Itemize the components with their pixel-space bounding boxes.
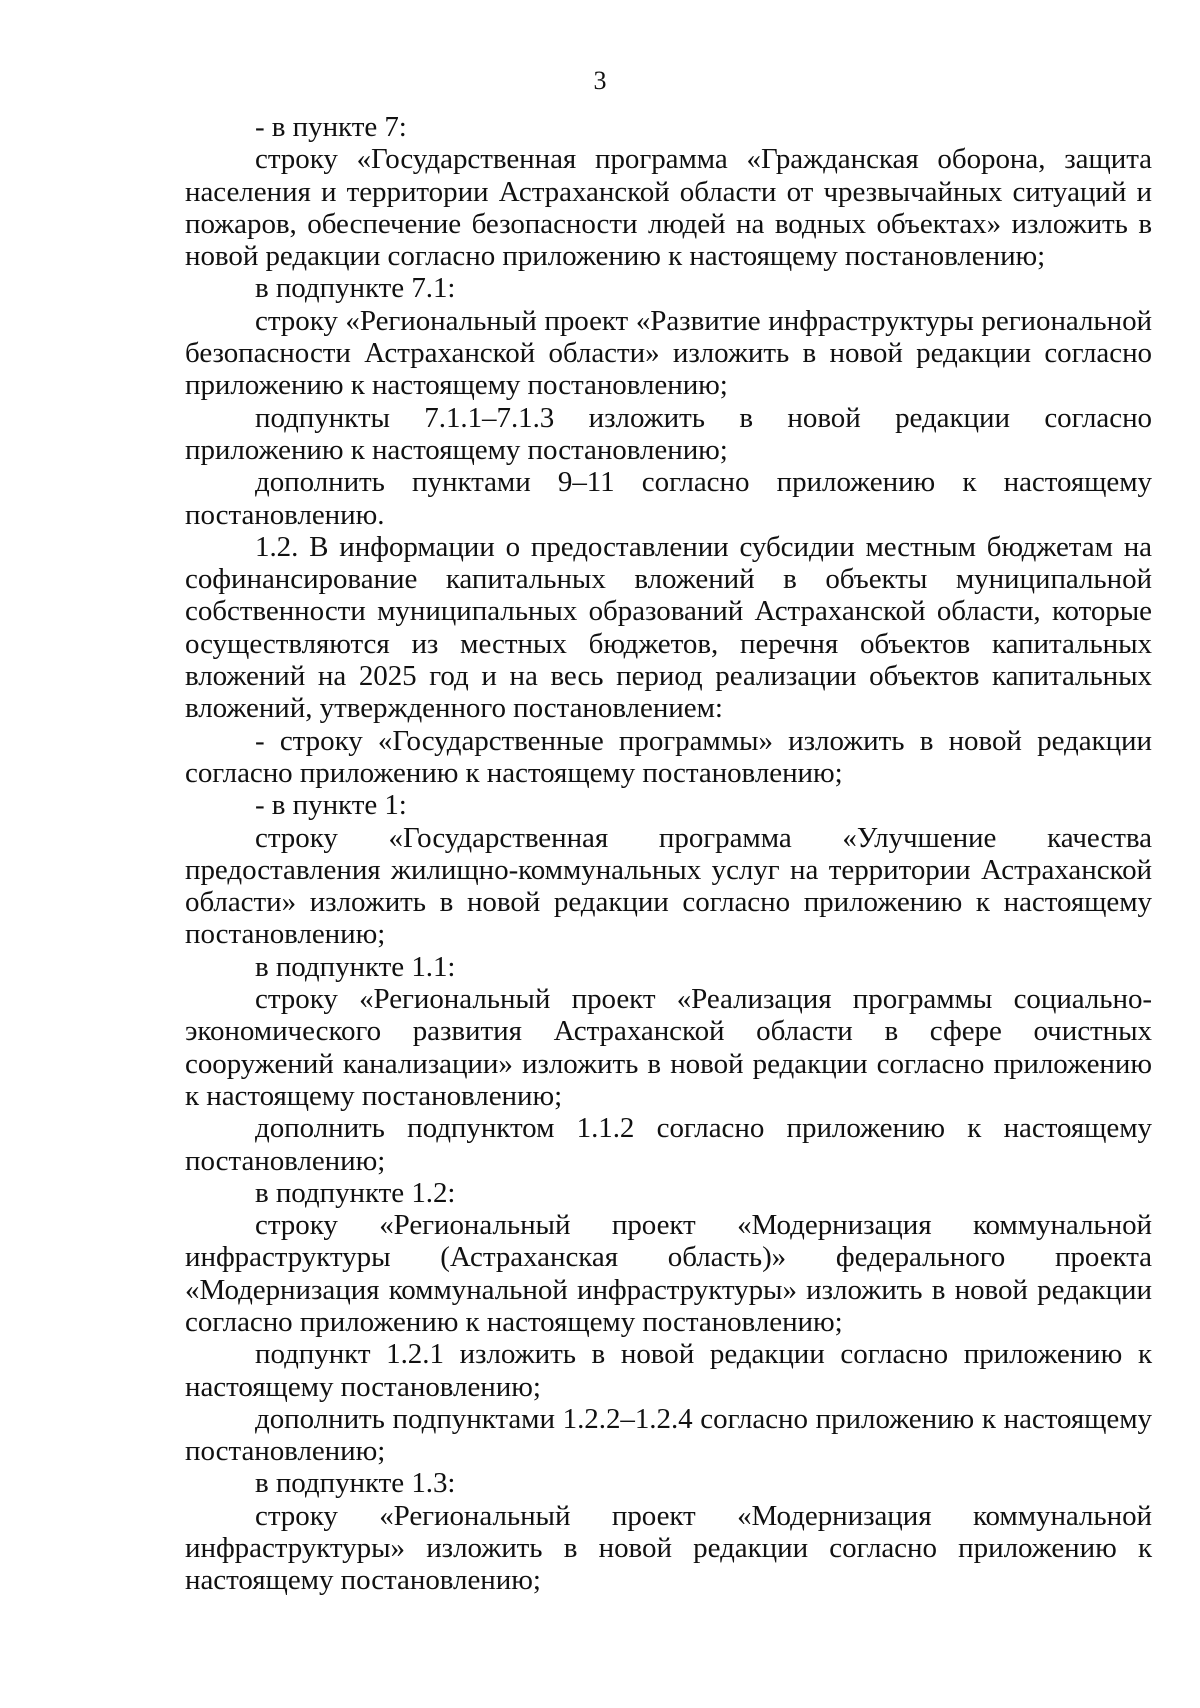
paragraph: строку «Региональный проект «Развитие инфраструктуры региональной безопасности Астраханской области» изложить в новой редакции согласно приложению к настоящему постановлению; (185, 304, 1152, 402)
paragraph: в подпункте 1.2: (255, 1176, 456, 1209)
paragraph: дополнить подпунктом 1.1.2 согласно приложению к настоящему постановлению; (185, 1112, 1152, 1177)
paragraph: в подпункте 1.3: (255, 1467, 456, 1500)
page-number: 3 (593, 66, 607, 95)
paragraph: - в пункте 1: (255, 789, 407, 822)
paragraph: - в пункте 7: (255, 111, 407, 143)
paragraph: в подпункте 7.1: (255, 272, 456, 305)
paragraph: в подпункте 1.1: (255, 950, 456, 983)
document-body (185, 111, 1152, 1597)
paragraph: 1.2. В информации о предоставлении субсидии местным бюджетам на софинансирование капитальных вложений в объекты муниципальной собственности муниципальных образований Астраханской области, которые осуществляются из местных бюджетов, перечня объектов капитальных вложений на 2025 год и на весь период реализации объектов капитальных вложений, утвержденного постановлением: (185, 530, 1152, 725)
paragraph: дополнить пунктами 9–11 согласно приложению к настоящему постановлению. (185, 466, 1152, 531)
paragraph: строку «Государственная программа «Гражданская оборона, защита населения и территории Астраханской области от чрезвычайных ситуаций и пожаров, обеспечение безопасности людей на водных объектах» изложить в новой редакции согласно приложению к настоящему постановлению; (185, 143, 1152, 273)
paragraph: строку «Региональный проект «Реализация программы социально-экономического развития Астраханской области в сфере очистных сооружений канализации» изложить в новой редакции согласно приложению к настоящему постановлению; (185, 983, 1152, 1112)
paragraph: подпункты 7.1.1–7.1.3 изложить в новой редакции согласно приложению к настоящему постановлению; (185, 401, 1152, 466)
paragraph: строку «Региональный проект «Модернизация коммунальной инфраструктуры (Астраханская область)» федерального проекта «Модернизация коммунальной инфраструктуры» изложить в новой редакции согласно приложению к настоящему постановлению; (185, 1209, 1152, 1338)
paragraph: дополнить подпунктами 1.2.2–1.2.4 согласно приложению к настоящему постановлению; (185, 1402, 1152, 1468)
paragraph: - строку «Государственные программы» изложить в новой редакции согласно приложению к настоящему постановлению; (185, 724, 1152, 789)
paragraph: строку «Государственная программа «Улучшение качества предоставления жилищно-коммунальных услуг на территории Астраханской области» изложить в новой редакции согласно приложению к настоящему постановлению; (185, 821, 1152, 951)
paragraph: строку «Региональный проект «Модернизация коммунальной инфраструктуры» изложить в новой редакции согласно приложению к настоящему постановлению; (185, 1499, 1152, 1597)
paragraph: подпункт 1.2.1 изложить в новой редакции согласно приложению к настоящему постановлению; (185, 1338, 1152, 1403)
